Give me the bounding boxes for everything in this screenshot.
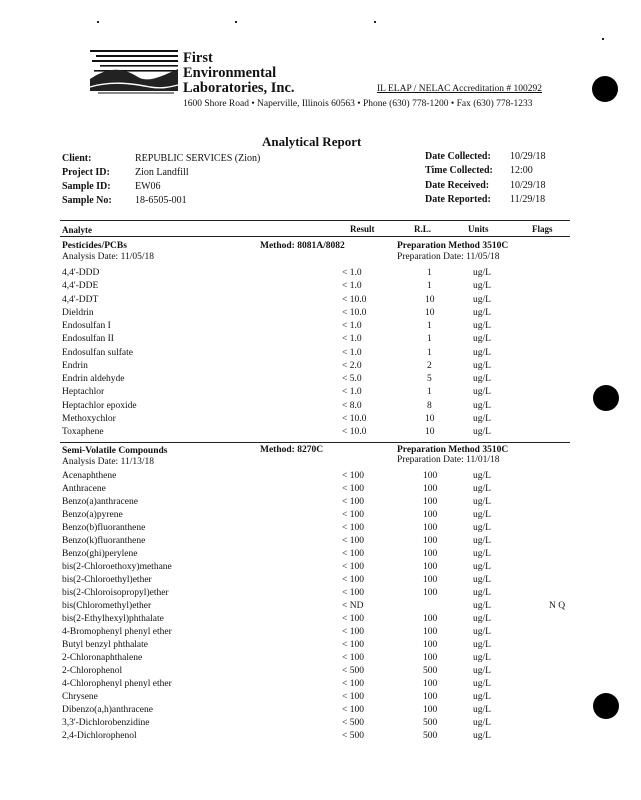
rl-cell: 1 bbox=[427, 387, 432, 397]
rl-cell: 100 bbox=[423, 562, 438, 572]
units-cell: ug/L bbox=[473, 427, 491, 437]
units-cell: ug/L bbox=[473, 601, 491, 611]
rl-cell: 10 bbox=[425, 414, 435, 424]
analyte-cell: Heptachlor epoxide bbox=[62, 401, 137, 411]
result-cell: < 500 bbox=[342, 731, 364, 741]
result-cell: < 10.0 bbox=[342, 427, 367, 437]
date-received-label: Date Received: bbox=[425, 180, 490, 191]
col-header-units: Units bbox=[468, 224, 489, 234]
units-cell: ug/L bbox=[473, 348, 491, 358]
rl-cell: 10 bbox=[425, 295, 435, 305]
punch-hole bbox=[592, 76, 618, 102]
rl-cell: 100 bbox=[423, 692, 438, 702]
result-cell: < 100 bbox=[342, 614, 364, 624]
units-cell: ug/L bbox=[473, 497, 491, 507]
col-header-rl: R.L. bbox=[414, 224, 432, 234]
result-cell: < 10.0 bbox=[342, 414, 367, 424]
result-cell: < 1.0 bbox=[342, 321, 362, 331]
rl-cell: 100 bbox=[423, 588, 438, 598]
date-received-value: 10/29/18 bbox=[510, 180, 546, 191]
scan-speck bbox=[235, 21, 237, 23]
result-cell: < 100 bbox=[342, 705, 364, 715]
scan-speck bbox=[97, 21, 99, 23]
result-cell: < 100 bbox=[342, 536, 364, 546]
section-title: Pesticides/PCBs bbox=[62, 241, 127, 251]
analyte-cell: bis(2-Chloroethoxy)methane bbox=[62, 562, 172, 572]
client-label: Client: bbox=[62, 153, 92, 164]
rl-cell: 500 bbox=[423, 666, 438, 676]
units-cell: ug/L bbox=[473, 471, 491, 481]
analyte-cell: 4,4'-DDD bbox=[62, 268, 100, 278]
rl-cell: 100 bbox=[423, 679, 438, 689]
lab-name-line-3: Laboratories, Inc. bbox=[183, 80, 295, 96]
rl-cell: 1 bbox=[427, 334, 432, 344]
units-cell: ug/L bbox=[473, 334, 491, 344]
units-cell: ug/L bbox=[473, 614, 491, 624]
flag-cell: N Q bbox=[549, 601, 566, 611]
date-collected-value: 10/29/18 bbox=[510, 151, 546, 162]
rl-cell: 100 bbox=[423, 484, 438, 494]
sample-id-value: EW06 bbox=[135, 181, 161, 192]
time-collected-value: 12:00 bbox=[510, 165, 533, 176]
result-cell: < 1.0 bbox=[342, 387, 362, 397]
analyte-cell: Endosulfan sulfate bbox=[62, 348, 133, 358]
rl-cell: 100 bbox=[423, 497, 438, 507]
analyte-cell: Anthracene bbox=[62, 484, 106, 494]
result-cell: < 10.0 bbox=[342, 308, 367, 318]
units-cell: ug/L bbox=[473, 549, 491, 559]
result-cell: < 2.0 bbox=[342, 361, 362, 371]
rl-cell: 100 bbox=[423, 627, 438, 637]
rl-cell: 100 bbox=[423, 536, 438, 546]
analyte-cell: Benzo(ghi)perylene bbox=[62, 549, 138, 559]
rl-cell: 10 bbox=[425, 308, 435, 318]
analyte-cell: Chrysene bbox=[62, 692, 98, 702]
rl-cell: 10 bbox=[425, 427, 435, 437]
result-cell: < 10.0 bbox=[342, 295, 367, 305]
analyte-cell: Benzo(k)fluoranthene bbox=[62, 536, 146, 546]
rl-cell: 1 bbox=[427, 348, 432, 358]
result-cell: < 100 bbox=[342, 640, 364, 650]
section-prep-method: Preparation Method 3510C bbox=[397, 445, 509, 455]
report-title: Analytical Report bbox=[262, 134, 362, 149]
section-prep-date: Preparation Date: 11/05/18 bbox=[397, 252, 500, 262]
result-cell: < 100 bbox=[342, 549, 364, 559]
result-cell: < 100 bbox=[342, 575, 364, 585]
rl-cell: 1 bbox=[427, 268, 432, 278]
scan-speck bbox=[374, 21, 376, 23]
client-value: REPUBLIC SERVICES (Zion) bbox=[135, 153, 261, 164]
units-cell: ug/L bbox=[473, 536, 491, 546]
result-cell: < 500 bbox=[342, 718, 364, 728]
rl-cell: 2 bbox=[427, 361, 432, 371]
analyte-cell: bis(2-Chloroisopropyl)ether bbox=[62, 588, 169, 598]
analyte-cell: Benzo(b)fluoranthene bbox=[62, 523, 146, 533]
rl-cell: 100 bbox=[423, 705, 438, 715]
analyte-cell: Toxaphene bbox=[62, 427, 104, 437]
result-cell: < 100 bbox=[342, 653, 364, 663]
rl-cell: 1 bbox=[427, 281, 432, 291]
units-cell: ug/L bbox=[473, 268, 491, 278]
result-cell: < 100 bbox=[342, 484, 364, 494]
result-cell: < 100 bbox=[342, 588, 364, 598]
scan-speck bbox=[602, 38, 604, 40]
section-analysis-date: Analysis Date: 11/13/18 bbox=[62, 457, 154, 467]
rl-cell: 100 bbox=[423, 549, 438, 559]
result-cell: < 100 bbox=[342, 510, 364, 520]
col-header-analyte: Analyte bbox=[62, 225, 92, 235]
result-cell: < 1.0 bbox=[342, 281, 362, 291]
units-cell: ug/L bbox=[473, 705, 491, 715]
analyte-cell: bis(Chloromethyl)ether bbox=[62, 601, 152, 611]
section-method: Method: 8270C bbox=[260, 445, 324, 455]
analyte-cell: Endrin bbox=[62, 361, 88, 371]
table-header-rule bbox=[60, 236, 570, 237]
project-value: Zion Landfill bbox=[135, 167, 189, 178]
section-divider-rule bbox=[60, 442, 570, 443]
units-cell: ug/L bbox=[473, 361, 491, 371]
analyte-cell: Endosulfan II bbox=[62, 334, 114, 344]
accreditation-number: IL ELAP / NELAC Accreditation # 100292 bbox=[377, 84, 542, 94]
result-cell: < 100 bbox=[342, 627, 364, 637]
sample-no-value: 18-6505-001 bbox=[135, 195, 187, 206]
units-cell: ug/L bbox=[473, 718, 491, 728]
col-header-flags: Flags bbox=[532, 224, 553, 234]
section-prep-date: Preparation Date: 11/01/18 bbox=[397, 455, 500, 465]
units-cell: ug/L bbox=[473, 281, 491, 291]
units-cell: ug/L bbox=[473, 562, 491, 572]
result-cell: < 5.0 bbox=[342, 374, 362, 384]
result-cell: < 1.0 bbox=[342, 334, 362, 344]
analyte-cell: 2,4-Dichlorophenol bbox=[62, 731, 137, 741]
units-cell: ug/L bbox=[473, 679, 491, 689]
rl-cell: 100 bbox=[423, 575, 438, 585]
analyte-cell: Butyl benzyl phthalate bbox=[62, 640, 149, 650]
units-cell: ug/L bbox=[473, 387, 491, 397]
analyte-cell: Endrin aldehyde bbox=[62, 374, 125, 384]
analyte-cell: Methoxychlor bbox=[62, 414, 116, 424]
analyte-cell: 4,4'-DDT bbox=[62, 295, 99, 305]
result-cell: < 100 bbox=[342, 471, 364, 481]
units-cell: ug/L bbox=[473, 510, 491, 520]
units-cell: ug/L bbox=[473, 523, 491, 533]
rl-cell: 100 bbox=[423, 523, 438, 533]
lab-name-line-2: Environmental bbox=[183, 65, 277, 81]
units-cell: ug/L bbox=[473, 588, 491, 598]
units-cell: ug/L bbox=[473, 414, 491, 424]
analyte-cell: Benzo(a)pyrene bbox=[62, 510, 123, 520]
section-prep-method: Preparation Method 3510C bbox=[397, 241, 509, 251]
analyte-cell: Dieldrin bbox=[62, 308, 94, 318]
units-cell: ug/L bbox=[473, 627, 491, 637]
punch-hole bbox=[593, 385, 619, 411]
analyte-cell: Heptachlor bbox=[62, 387, 105, 397]
result-cell: < 1.0 bbox=[342, 348, 362, 358]
sample-no-label: Sample No: bbox=[62, 195, 112, 206]
sample-id-label: Sample ID: bbox=[62, 181, 111, 192]
lab-logo-graphic bbox=[90, 47, 182, 99]
result-cell: < 100 bbox=[342, 562, 364, 572]
table-top-rule bbox=[60, 220, 570, 221]
result-cell: < 100 bbox=[342, 497, 364, 507]
analyte-cell: Dibenzo(a,h)anthracene bbox=[62, 705, 153, 715]
units-cell: ug/L bbox=[473, 401, 491, 411]
lab-name-line-1: First bbox=[183, 50, 213, 66]
analyte-cell: bis(2-Chloroethyl)ether bbox=[62, 575, 152, 585]
punch-hole bbox=[593, 693, 619, 719]
analyte-cell: Benzo(a)anthracene bbox=[62, 497, 138, 507]
analyte-cell: 4,4'-DDE bbox=[62, 281, 99, 291]
result-cell: < ND bbox=[342, 601, 364, 611]
rl-cell: 100 bbox=[423, 471, 438, 481]
section-title: Semi-Volatile Compounds bbox=[62, 446, 168, 456]
result-cell: < 500 bbox=[342, 666, 364, 676]
analyte-cell: 4-Bromophenyl phenyl ether bbox=[62, 627, 172, 637]
units-cell: ug/L bbox=[473, 484, 491, 494]
analyte-cell: 2-Chlorophenol bbox=[62, 666, 123, 676]
rl-cell: 100 bbox=[423, 510, 438, 520]
units-cell: ug/L bbox=[473, 575, 491, 585]
date-collected-label: Date Collected: bbox=[425, 151, 491, 162]
result-cell: < 100 bbox=[342, 523, 364, 533]
lab-address: 1600 Shore Road • Naperville, Illinois 60563 • Phone (630) 778-1200 • Fax (630) 778-1233 bbox=[183, 99, 533, 109]
units-cell: ug/L bbox=[473, 295, 491, 305]
section-analysis-date: Analysis Date: 11/05/18 bbox=[62, 252, 154, 262]
rl-cell: 5 bbox=[427, 374, 432, 384]
date-reported-value: 11/29/18 bbox=[510, 194, 546, 205]
date-reported-label: Date Reported: bbox=[425, 194, 491, 205]
analyte-cell: 2-Chloronaphthalene bbox=[62, 653, 143, 663]
result-cell: < 100 bbox=[342, 679, 364, 689]
units-cell: ug/L bbox=[473, 666, 491, 676]
analyte-cell: Endosulfan I bbox=[62, 321, 111, 331]
rl-cell: 1 bbox=[427, 321, 432, 331]
units-cell: ug/L bbox=[473, 640, 491, 650]
result-cell: < 1.0 bbox=[342, 268, 362, 278]
col-header-result: Result bbox=[350, 224, 375, 234]
rl-cell: 8 bbox=[427, 401, 432, 411]
result-cell: < 100 bbox=[342, 692, 364, 702]
analyte-cell: 3,3'-Dichlorobenzidine bbox=[62, 718, 150, 728]
rl-cell: 100 bbox=[423, 614, 438, 624]
rl-cell: 100 bbox=[423, 653, 438, 663]
result-cell: < 8.0 bbox=[342, 401, 362, 411]
units-cell: ug/L bbox=[473, 321, 491, 331]
analyte-cell: Acenaphthene bbox=[62, 471, 117, 481]
units-cell: ug/L bbox=[473, 731, 491, 741]
section-method: Method: 8081A/8082 bbox=[260, 241, 345, 251]
rl-cell: 500 bbox=[423, 731, 438, 741]
units-cell: ug/L bbox=[473, 308, 491, 318]
rl-cell: 100 bbox=[423, 640, 438, 650]
rl-cell: 500 bbox=[423, 718, 438, 728]
analyte-cell: 4-Chlorophenyl phenyl ether bbox=[62, 679, 172, 689]
units-cell: ug/L bbox=[473, 692, 491, 702]
units-cell: ug/L bbox=[473, 653, 491, 663]
project-label: Project ID: bbox=[62, 167, 110, 178]
time-collected-label: Time Collected: bbox=[425, 165, 493, 176]
units-cell: ug/L bbox=[473, 374, 491, 384]
analyte-cell: bis(2-Ethylhexyl)phthalate bbox=[62, 614, 164, 624]
